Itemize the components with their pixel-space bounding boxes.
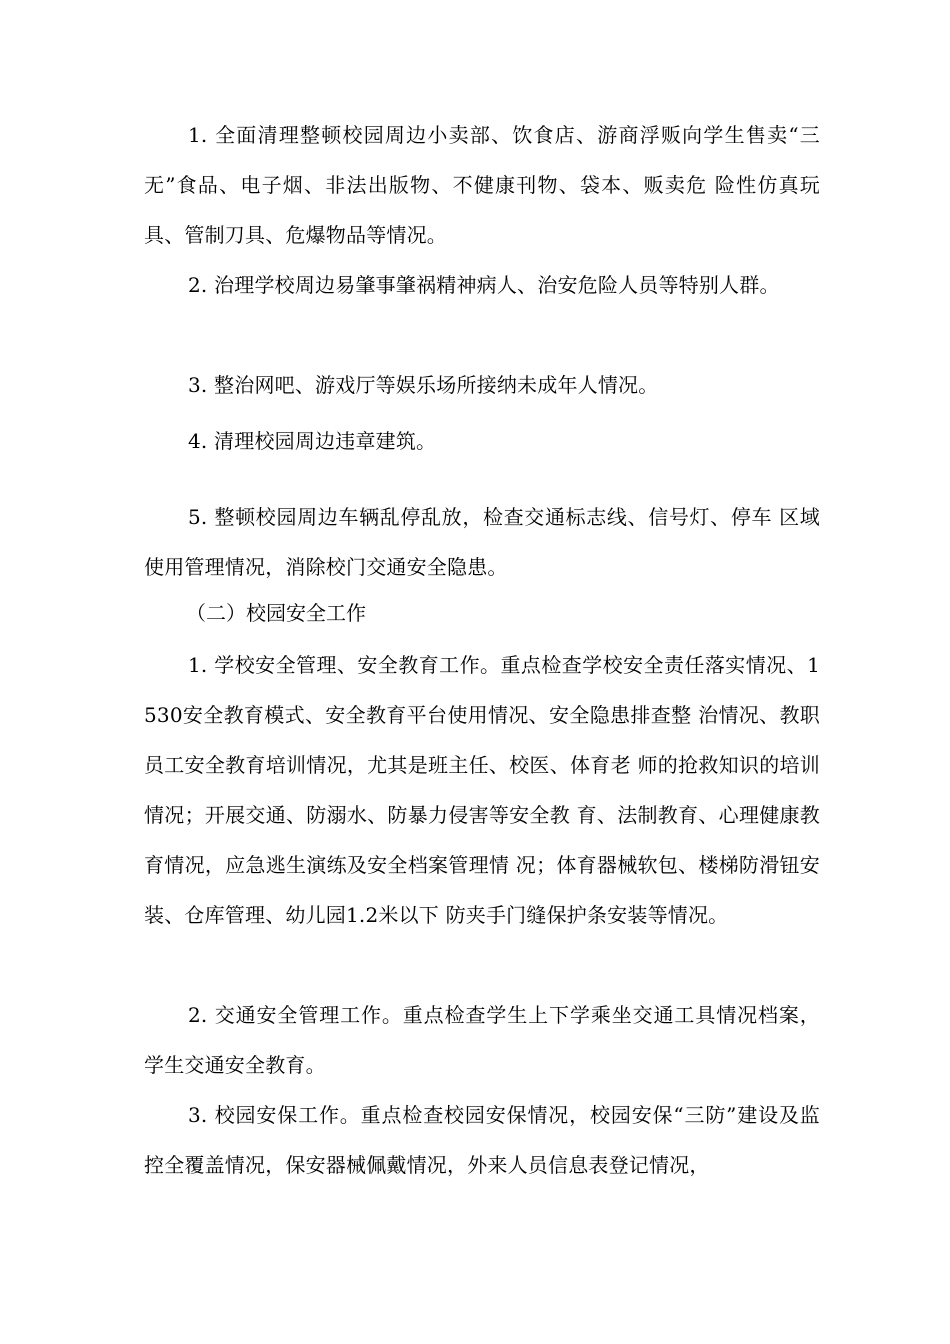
paragraph-item-5: 5. 整顿校园周边车辆乱停乱放，检查交通标志线、信号灯、停车 区域使用管理情况，消除校门交通安全隐患。 <box>144 505 820 579</box>
paragraph-item-3: 3. 整治网吧、游戏厅等娱乐场所接纳未成年人情况。 <box>188 373 659 397</box>
paragraph-item-1: 1. 全面清理整顿校园周边小卖部、饮食店、游商浮贩向学生售卖“三无”食品、电子烟、非法出版物、不健康刊物、袋本、贩卖危 险性仿真玩具、管制刀具、危爆物品等情况。 <box>144 123 820 247</box>
paragraph-item-7: 2. 交通安全管理工作。重点检查学生上下学乘坐交通工具情况档案，学生交通安全教育。 <box>144 1003 820 1077</box>
paragraph-item-6: 1. 学校安全管理、安全教育工作。重点检查学校安全责任落实情况、1530安全教育模式、安全教育平台使用情况、安全隐患排查整 治情况、教职员工安全教育培训情况，尤其是班主任、校医、体育老 师的抢救知识的培训情况；开展交通、防溺水、防暴力侵害等安全教 育、法制教育、心理健康教育情况，应急逃生演练及安全档案管理情 况；体育器械软包、楼梯防滑钮安装、仓库管理、幼儿园1.2米以下 防夹手门缝保护条安装等情况。 <box>144 653 820 927</box>
paragraph-item-2: 2. 治理学校周边易肇事肇祸精神病人、治安危险人员等特别人群。 <box>188 273 780 297</box>
section-heading: （二）校园安全工作 <box>186 601 366 625</box>
paragraph-item-8: 3. 校园安保工作。重点检查校园安保情况，校园安保“三防”建设及监控全覆盖情况，保安器械佩戴情况，外来人员信息表登记情况， <box>144 1103 820 1177</box>
paragraph-item-4: 4. 清理校园周边违章建筑。 <box>188 429 437 453</box>
